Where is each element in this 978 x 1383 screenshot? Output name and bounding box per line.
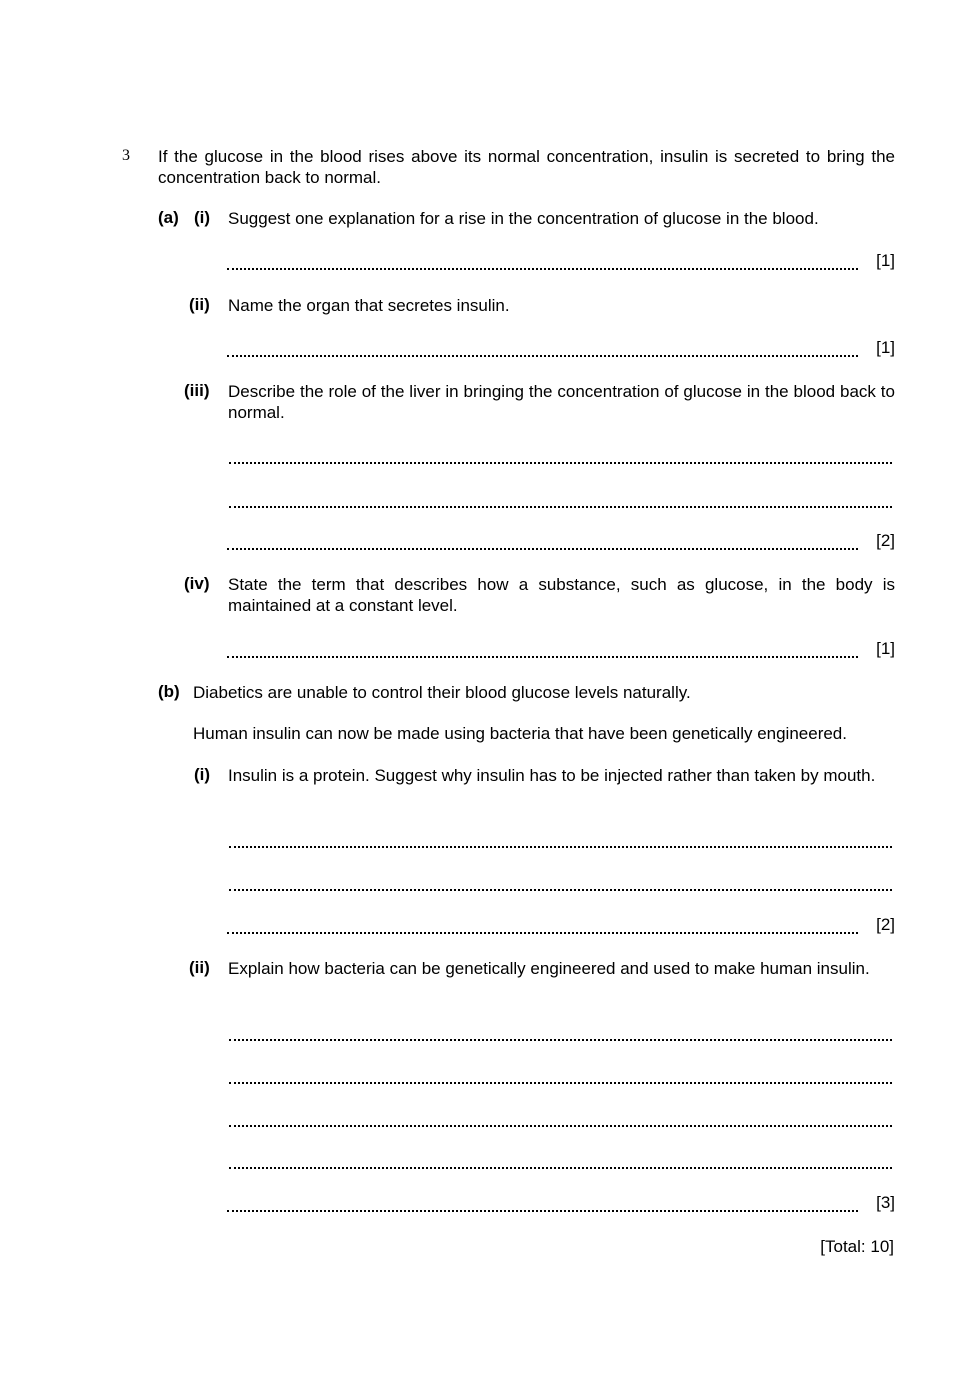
part-a-i-text: Suggest one explanation for a rise in the concentration of glucose in the blood. [228,209,819,228]
answer-line[interactable] [229,462,892,464]
marks-b-i: [2] [876,915,895,934]
answer-line[interactable] [227,355,858,357]
part-a-ii-label: (ii) [189,295,210,314]
question-number: 3 [122,147,130,164]
answer-line[interactable] [229,846,892,848]
marks-a-iv: [1] [876,639,895,658]
part-b-i-label: (i) [194,765,211,784]
part-b-ii-label: (ii) [189,958,210,977]
part-b-intro-2: Human insulin can now be made using bacteria that have been genetically engineered. [193,724,847,743]
answer-line[interactable] [227,1210,858,1212]
answer-line[interactable] [227,268,858,270]
marks-b-ii: [3] [876,1193,895,1212]
part-a-iv-label: (iv) [184,574,210,593]
marks-a-i: [1] [876,251,895,270]
part-a-iii-text: Describe the role of the liver in bringing the concentration of glucose in the blood back to normal. [228,382,895,422]
part-b-ii-text: Explain how bacteria can be genetically engineered and used to make human insulin. [228,959,870,978]
answer-line[interactable] [227,932,858,934]
part-a-iv-text: State the term that describes how a substance, such as glucose, in the body is maintained at a constant level. [228,575,895,615]
answer-line[interactable] [229,1082,892,1084]
part-b-intro-1: Diabetics are unable to control their blood glucose levels naturally. [193,683,691,702]
part-b-label: (b) [158,682,180,701]
marks-a-ii: [1] [876,338,895,357]
answer-line[interactable] [227,656,858,658]
answer-line[interactable] [229,1039,892,1041]
part-a-iii-label: (iii) [184,381,210,400]
answer-line[interactable] [229,1167,892,1169]
question-stem: If the glucose in the blood rises above its normal concentration, insulin is secreted to bring the concentration back to normal. [158,147,895,187]
answer-line[interactable] [229,1125,892,1127]
part-b-i-text: Insulin is a protein. Suggest why insulin has to be injected rather than taken by mouth. [228,766,876,785]
answer-line[interactable] [229,889,892,891]
answer-line[interactable] [229,506,892,508]
total-marks: [Total: 10] [820,1237,894,1256]
part-a-ii-text: Name the organ that secretes insulin. [228,296,510,315]
part-a-label: (a) [158,208,179,227]
marks-a-iii: [2] [876,531,895,550]
answer-line[interactable] [227,548,858,550]
part-a-i-label: (i) [194,208,211,227]
